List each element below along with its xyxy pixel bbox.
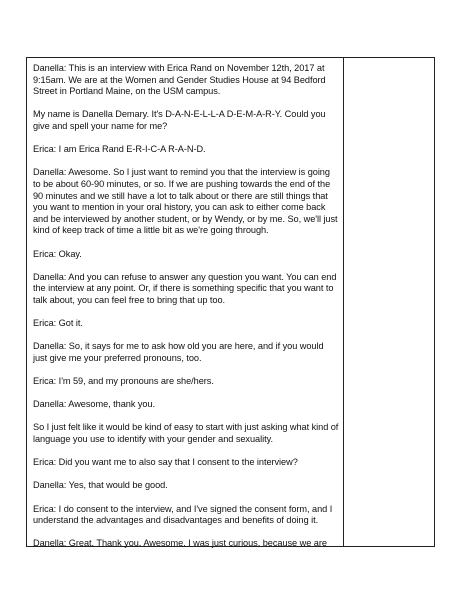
transcript-paragraph: Erica: I'm 59, and my pronouns are she/hers. bbox=[33, 376, 214, 387]
transcript-paragraph: Danella: So, it says for me to ask how old you are here, and if you would just give me your preferred pronouns, too. bbox=[33, 341, 324, 363]
transcript-paragraph: Danella: Awesome, thank you. bbox=[33, 399, 156, 410]
transcript-table bbox=[26, 57, 435, 547]
transcript-paragraph: Danella: Great. Thank you. Awesome. I was just curious, because we are bbox=[33, 538, 327, 549]
transcript-paragraph: So I just felt like it would be kind of easy to start with just asking what kind of language you use to identify with your gender and sexuality. bbox=[33, 422, 339, 444]
column-divider bbox=[343, 58, 344, 546]
transcript-paragraph: My name is Danella Demary. It's D-A-N-E-L-L-A D-E-M-A-R-Y. Could you give and spell your name for me? bbox=[33, 109, 326, 131]
transcript-paragraph: Erica: I am Erica Rand E-R-I-C-A R-A-N-D. bbox=[33, 144, 206, 155]
transcript-paragraph: Erica: I do consent to the interview, and I've signed the consent form, and I understand the advantages and disadvantages and benefits of doing it. bbox=[33, 503, 333, 526]
notes-column bbox=[345, 58, 434, 546]
transcript-text-cell bbox=[33, 63, 339, 562]
transcript-paragraph: Erica: Got it. bbox=[33, 318, 83, 329]
transcript-paragraph: Danella: This is an interview with Erica Rand on November 12th, 2017 at 9:15am. We are at the Women and Gender Studies House at 94 Bedford Street in Portland Maine, on the USM campus. bbox=[33, 63, 326, 97]
transcript-paragraph: Danella: And you can refuse to answer any question you want. You can end the interview at any point. Or, if there is something specific that you want to talk about, you can feel free to bring that up too. bbox=[33, 271, 337, 305]
transcript-paragraph: Erica: Okay. bbox=[33, 248, 82, 259]
transcript-paragraph: Danella: Awesome. So I just want to remind you that the interview is going to be about 60-90 minutes, or so. If we are pushing towards the end of the 90 minutes and we still have a lot to talk about or there are still things that you want to mention in your oral history, you can ask to either come back and be interviewed by another student, or by Wendy, or by me. So, we'll just kind of keep track of time a little bit as we're going through. bbox=[33, 167, 338, 236]
transcript-paragraph: Erica: Did you want me to also say that I consent to the interview? bbox=[33, 457, 298, 468]
transcript-paragraph: Danella: Yes, that would be good. bbox=[33, 480, 168, 491]
